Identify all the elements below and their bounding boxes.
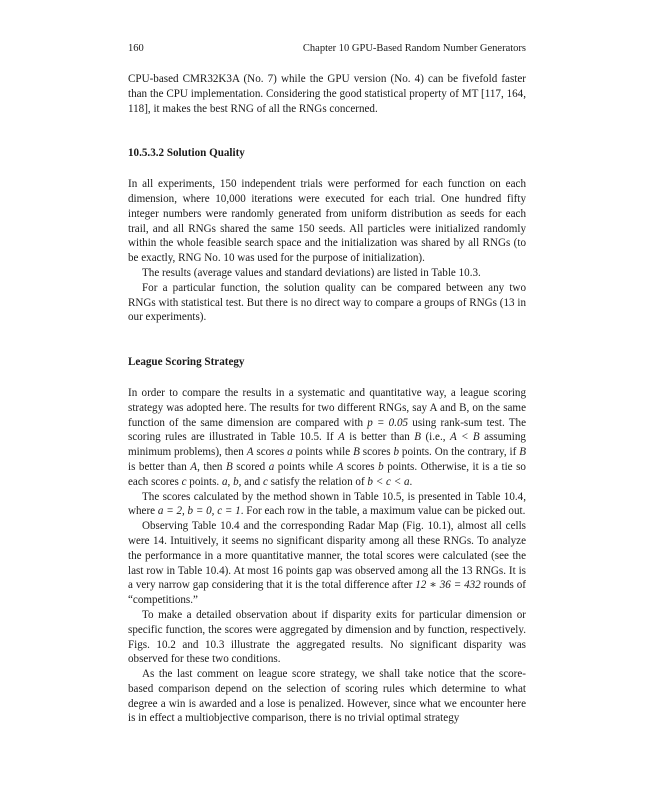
- paragraph-aggregation: To make a detailed observation about if disparity exits for particular dimension or specific function, the scores were aggregated by dimension and by function, respectively. Figs. 10.2 and 10.3 illustrate the aggregated results. No significant disparity was observed for these two conditions.: [128, 608, 526, 666]
- paragraph-scores: The scores calculated by the method shown in Table 10.5, is presented in Table 10.4, where a = 2, b = 0, c = 1. For each row in the table, a maximum value can be picked out.: [128, 490, 526, 518]
- paragraph-scoring-rules: In order to compare the results in a systematic and quantitative way, a league scoring strategy was adopted here. The results for two different RNGs, say A and B, on the same function of the same dimension are compared with p = 0.05 using rank-sum test. The scoring rules are illustrated in Table 10.5. If A is better than B (i.e., A < B assuming minimum problems), then A scores a points while B scores b points. On the contrary, if B is better than A, then B scored a points while A scores b points. Otherwise, it is a tie so each scores c points. a, b, and c satisfy the relation of b < c < a.: [128, 386, 527, 488]
- paragraph: In all experiments, 150 independent trials were performed for each function on each dimension, where 10,000 iterations were executed for each trial. One hundred fifty integer numbers were randomly generated from uniform distribution as seeds for each trail, and all RNGs shared the same 150 seeds. All particles were initialized randomly within the whole feasible search space and the initialization was shared by all RNGs (to be exactly, RNG No. 10 was used for the purpose of initialization).: [128, 178, 526, 265]
- heading-league-scoring-strategy: League Scoring Strategy: [128, 356, 245, 369]
- chapter-title: Chapter 10 GPU-Based Random Number Generators: [302, 43, 526, 54]
- page-number: 160: [128, 43, 144, 54]
- book-page: [128, 42, 526, 726]
- paragraph-radar-map: Observing Table 10.4 and the corresponding Radar Map (Fig. 10.1), almost all cells were 14. Intuitively, it seems no significant disparity among all these RNGs. To analyze the performance in a more quantitative manner, the total scores were calculated (see the last row in Table 10.4). At most 16 points gap was observed among all the 13 RNGs. It is a very narrow gap considering that it is the total difference after 12 ∗ 36 = 432 rounds of “competitions.”: [128, 520, 526, 607]
- intro-paragraph: CPU-based CMR32K3A (No. 7) while the GPU version (No. 4) can be fivefold faster than the CPU implementation. Considering the good statistical property of MT [117, 164, 118], it makes the best RNG of all the RNGs concerned.: [128, 73, 526, 115]
- subsection-heading-solution-quality: 10.5.3.2 Solution Quality: [128, 147, 245, 160]
- paragraph-last-comment: As the last comment on league score strategy, we shall take notice that the score-based comparison depend on the selection of scoring rules which determine to what degree a win is awarded and a lose is penalized. However, since what we encounter here is in effect a multiobjective comparison, there is no trivial optimal strategy: [128, 668, 526, 725]
- running-header: [128, 42, 526, 56]
- paragraph: For a particular function, the solution quality can be compared between any two RNGs with statistical test. But there is no direct way to compare a groups of RNGs (13 in our experiments).: [128, 281, 526, 324]
- paragraph: The results (average values and standard deviations) are listed in Table 10.3.: [142, 266, 481, 279]
